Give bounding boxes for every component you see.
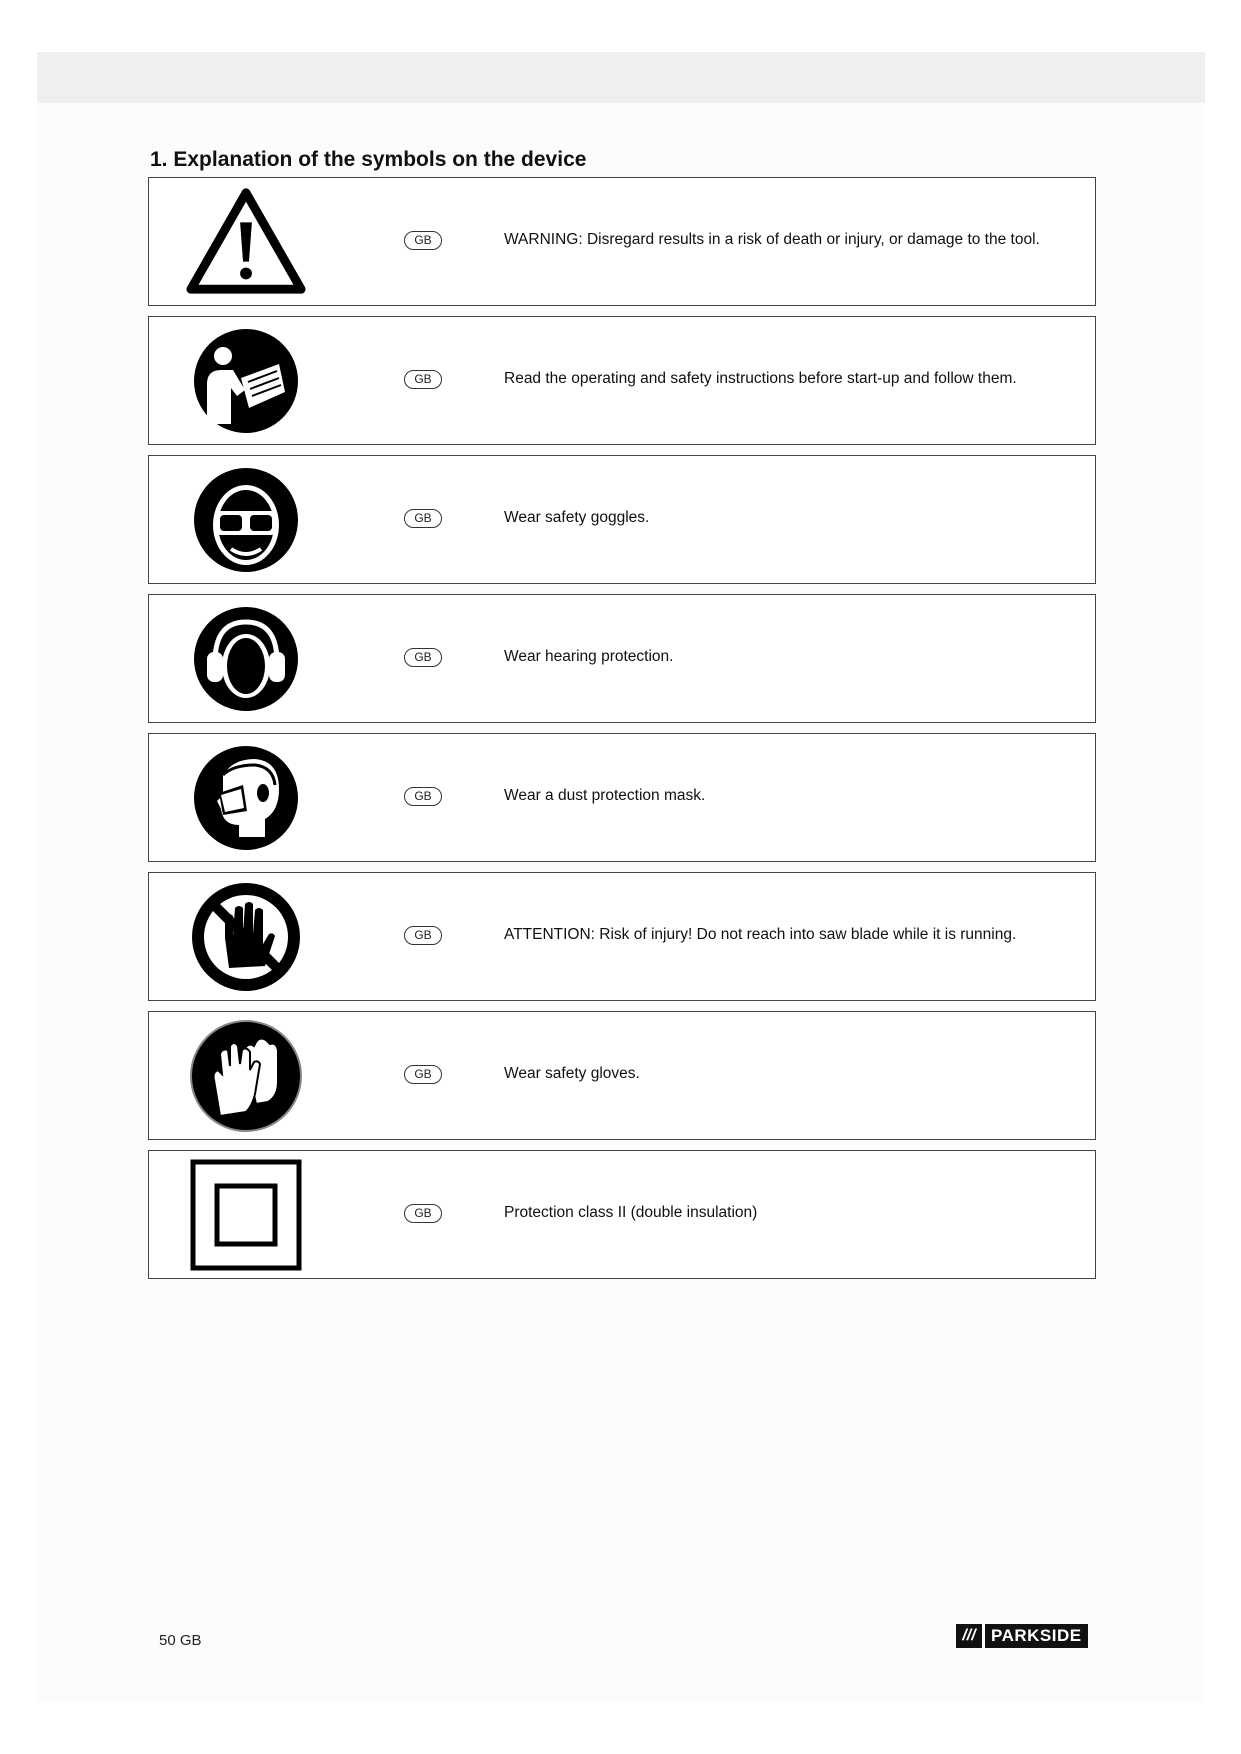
page-number: 50 GB	[159, 1632, 202, 1649]
symbol-row	[148, 316, 1096, 445]
symbol-description: Wear a dust protection mask.	[504, 787, 706, 804]
symbol-description: WARNING: Disregard results in a risk of death or injury, or damage to the tool.	[504, 231, 1040, 248]
symbol-row	[148, 455, 1096, 584]
gb-badge: GB	[404, 509, 442, 528]
gb-badge: GB	[404, 1065, 442, 1084]
section-heading: 1. Explanation of the symbols on the device	[150, 148, 587, 171]
safety-gloves-icon	[185, 1018, 307, 1134]
read-manual-icon	[185, 323, 307, 439]
symbol-row	[148, 872, 1096, 1001]
no-hand-icon	[185, 879, 307, 995]
gb-badge: GB	[404, 370, 442, 389]
hearing-protection-icon	[185, 601, 307, 717]
parkside-logo	[956, 1624, 1088, 1648]
safety-goggles-icon	[185, 462, 307, 578]
warning-triangle-icon	[185, 184, 307, 300]
symbol-description: ATTENTION: Risk of injury! Do not reach into saw blade while it is running.	[504, 926, 1017, 943]
gb-badge: GB	[404, 231, 442, 250]
symbol-table	[148, 177, 1096, 1289]
symbol-description: Wear hearing protection.	[504, 648, 674, 665]
symbol-description: Read the operating and safety instructions before start-up and follow them.	[504, 370, 1017, 387]
gb-badge: GB	[404, 1204, 442, 1223]
gb-badge: GB	[404, 926, 442, 945]
logo-text: PARKSIDE	[985, 1624, 1088, 1648]
symbol-row	[148, 594, 1096, 723]
gb-badge: GB	[404, 648, 442, 667]
protection-class-ii-icon	[185, 1157, 307, 1273]
symbol-row	[148, 1150, 1096, 1279]
logo-slashes: ///	[956, 1624, 982, 1648]
symbol-row	[148, 733, 1096, 862]
header-band	[37, 52, 1205, 103]
symbol-row	[148, 177, 1096, 306]
symbol-description: Wear safety goggles.	[504, 509, 650, 526]
dust-mask-icon	[185, 740, 307, 856]
gb-badge: GB	[404, 787, 442, 806]
symbol-row	[148, 1011, 1096, 1140]
symbol-description: Wear safety gloves.	[504, 1065, 640, 1082]
symbol-description: Protection class II (double insulation)	[504, 1204, 758, 1221]
